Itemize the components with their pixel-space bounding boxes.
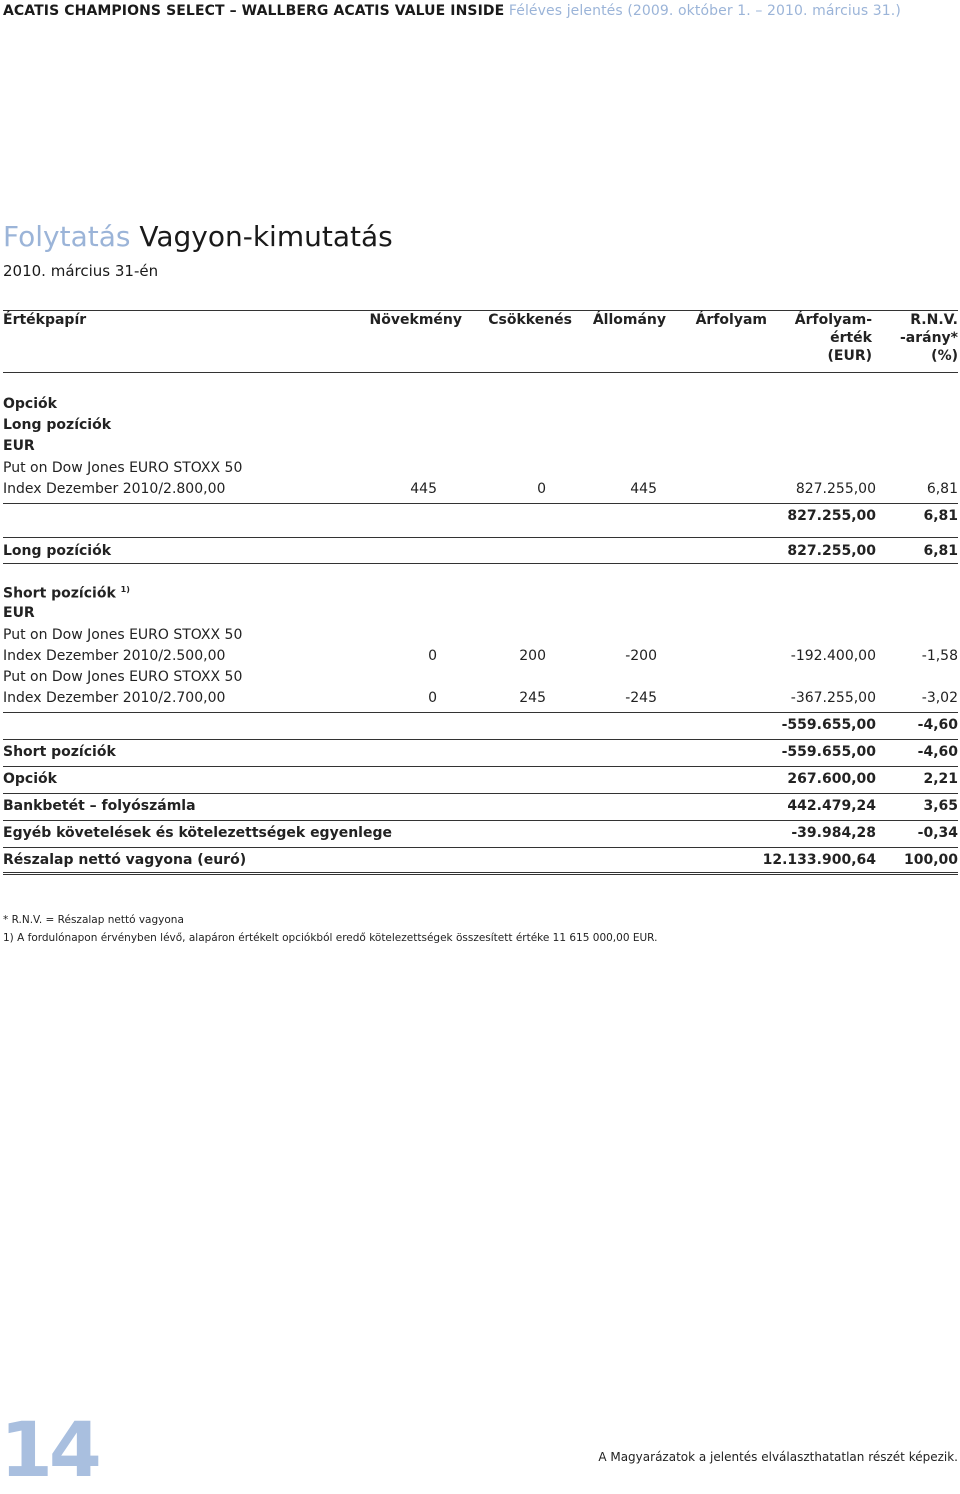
total-pct-other: -0,34: [917, 825, 958, 841]
section-currency-eur-short: EUR: [3, 605, 35, 621]
totals-rule-1: [3, 739, 958, 740]
page-title: [3, 220, 393, 253]
total-label-short: Short pozíciók: [3, 744, 116, 760]
short-subtotal-pct: -4,60: [917, 717, 958, 733]
total-label-bank: Bankbetét – folyószámla: [3, 798, 196, 814]
table-bottom-double-rule: [3, 872, 958, 875]
long-row-name-1: Put on Dow Jones EURO STOXX 50: [3, 460, 243, 476]
report-header: [3, 3, 901, 19]
long-total-value: 827.255,00: [787, 543, 876, 559]
total-label-options: Opciók: [3, 771, 57, 787]
page-subtitle: 2010. március 31-én: [3, 262, 159, 280]
long-row-decrease: 0: [537, 481, 546, 497]
col-header-market-value-2: érték: [830, 330, 872, 346]
section-options: Opciók: [3, 396, 57, 412]
col-header-rnv-2: -arány*: [899, 330, 958, 346]
footnote-short-positions: 1) A fordulónapon érvényben lévő, alapáron értékelt opciókból eredő kötelezettségek összesített értéke 11 615 000,00 EUR.: [3, 932, 658, 944]
short-subtotal-value: -559.655,00: [781, 717, 876, 733]
long-row-holding: 445: [630, 481, 657, 497]
table-header-rule: [3, 372, 958, 373]
table-top-rule: [3, 310, 958, 311]
long-total-rule: [3, 537, 958, 538]
totals-rule-4: [3, 820, 958, 821]
section-long-positions: Long pozíciók: [3, 417, 112, 433]
long-subtotal-pct: 6,81: [923, 508, 958, 524]
total-pct-short: -4,60: [917, 744, 958, 760]
col-header-rnv-1: R.N.V.: [910, 312, 958, 328]
short-row-2-name-2: Index Dezember 2010/2.700,00: [3, 690, 226, 706]
total-pct-bank: 3,65: [923, 798, 958, 814]
section-currency-eur: EUR: [3, 438, 35, 454]
long-total-bottom-rule: [3, 563, 958, 564]
col-header-decrease: Csökkenés: [488, 312, 572, 328]
total-pct-net-assets: 100,00: [903, 852, 958, 868]
long-subtotal-value: 827.255,00: [787, 508, 876, 524]
short-row-2-holding: -245: [625, 690, 657, 706]
long-row-value: 827.255,00: [795, 481, 876, 497]
short-row-2-pct: -3,02: [921, 690, 958, 706]
short-row-2-value: -367.255,00: [790, 690, 876, 706]
footnote-marker: 1): [120, 585, 130, 594]
total-value-other: -39.984,28: [791, 825, 876, 841]
totals-rule-3: [3, 793, 958, 794]
short-row-1-holding: -200: [625, 648, 657, 664]
short-subtotal-rule: [3, 712, 958, 713]
title-continuation: Folytatás: [3, 220, 131, 253]
short-row-1-pct: -1,58: [921, 648, 958, 664]
title-main: Vagyon-kimutatás: [139, 220, 393, 253]
footnote-rnv: * R.N.V. = Részalap nettó vagyona: [3, 914, 184, 926]
long-row-name-2: Index Dezember 2010/2.800,00: [3, 481, 226, 497]
short-row-1-increase: 0: [428, 648, 437, 664]
footer-note: A Magyarázatok a jelentés elválaszthatatlan részét képezik.: [598, 1450, 958, 1464]
total-label-net-assets: Részalap nettó vagyona (euró): [3, 852, 247, 868]
short-row-1-name-1: Put on Dow Jones EURO STOXX 50: [3, 627, 243, 643]
col-header-price: Árfolyam: [695, 312, 767, 328]
short-row-1-decrease: 200: [519, 648, 546, 664]
long-total-label: Long pozíciók: [3, 543, 112, 559]
long-subtotal-rule: [3, 503, 958, 504]
col-header-market-value-1: Árfolyam-: [794, 312, 872, 328]
col-header-increase: Növekmény: [369, 312, 462, 328]
long-total-pct: 6,81: [923, 543, 958, 559]
short-row-1-name-2: Index Dezember 2010/2.500,00: [3, 648, 226, 664]
short-row-1-value: -192.400,00: [790, 648, 876, 664]
short-row-2-decrease: 245: [519, 690, 546, 706]
total-value-short: -559.655,00: [781, 744, 876, 760]
col-header-security: Értékpapír: [3, 312, 87, 328]
col-header-holding: Állomány: [592, 312, 666, 328]
short-row-2-increase: 0: [428, 690, 437, 706]
section-short-positions: [3, 585, 130, 602]
total-value-bank: 442.479,24: [787, 798, 876, 814]
total-pct-options: 2,21: [923, 771, 958, 787]
header-fund-name: ACATIS CHAMPIONS SELECT – WALLBERG ACATIS VALUE INSIDE: [3, 3, 505, 19]
totals-rule-5: [3, 847, 958, 848]
long-row-increase: 445: [410, 481, 437, 497]
col-header-rnv-3: (%): [931, 348, 958, 364]
total-label-other: Egyéb követelések és kötelezettségek egyenlege: [3, 825, 392, 841]
total-value-options: 267.600,00: [787, 771, 876, 787]
long-row-pct: 6,81: [926, 481, 958, 497]
header-period: Féléves jelentés (2009. október 1. – 2010. március 31.): [508, 3, 901, 19]
page-number: 14: [0, 1405, 98, 1494]
section-short-positions-label: Short pozíciók: [3, 585, 116, 602]
short-row-2-name-1: Put on Dow Jones EURO STOXX 50: [3, 669, 243, 685]
totals-rule-2: [3, 766, 958, 767]
col-header-market-value-3: (EUR): [827, 348, 872, 364]
total-value-net-assets: 12.133.900,64: [762, 852, 876, 868]
